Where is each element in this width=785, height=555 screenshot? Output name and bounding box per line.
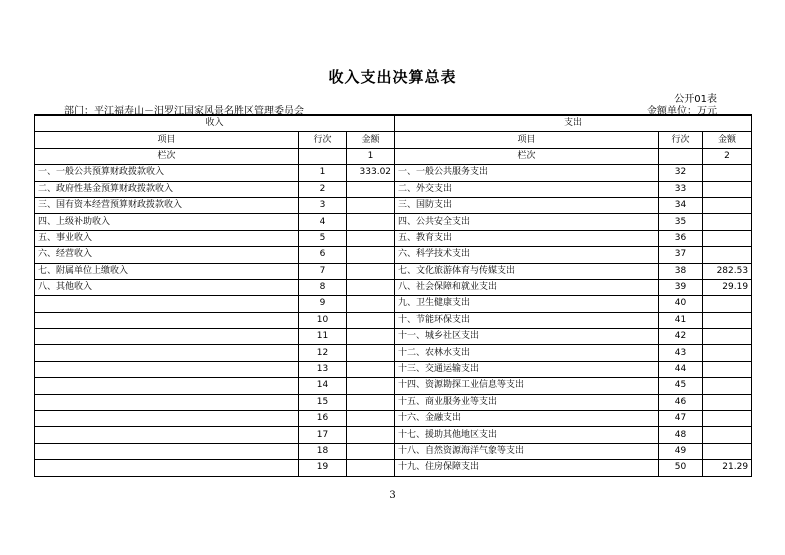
expense-item-cell: 十七、援助其他地区支出 — [395, 427, 659, 443]
expense-line-cell: 42 — [659, 329, 703, 345]
expense-amount-cell — [703, 329, 752, 345]
expense-amount-cell — [703, 181, 752, 197]
income-amount-cell — [347, 263, 395, 279]
expense-line-cell: 39 — [659, 279, 703, 295]
income-amount-cell — [347, 460, 395, 476]
expense-item-cell: 七、文化旅游体育与传媒支出 — [395, 263, 659, 279]
income-amount-cell — [347, 214, 395, 230]
expense-item-cell: 十二、农林水支出 — [395, 345, 659, 361]
income-item-cell: 三、国有资本经营预算财政拨款收入 — [35, 197, 299, 213]
expense-line-cell: 47 — [659, 411, 703, 427]
table-row — [35, 279, 752, 295]
income-line-cell: 3 — [299, 197, 347, 213]
income-line-cell: 1 — [299, 165, 347, 181]
section-header-row — [35, 115, 752, 132]
income-section-header: 收入 — [35, 115, 395, 132]
amount-unit-label: 金额单位：万元 — [647, 106, 717, 117]
income-item-cell — [35, 345, 299, 361]
table-row — [35, 378, 752, 394]
expense-row-label: 栏次 — [395, 148, 659, 164]
expense-amount-cell: 29.19 — [703, 279, 752, 295]
column-header-row — [35, 132, 752, 148]
expense-amount-cell — [703, 214, 752, 230]
income-item-cell — [35, 296, 299, 312]
expense-line-cell: 43 — [659, 345, 703, 361]
income-item-cell: 六、经营收入 — [35, 247, 299, 263]
table-row — [35, 460, 752, 476]
income-amount-cell — [347, 181, 395, 197]
expense-line-header: 行次 — [659, 132, 703, 148]
table-row — [35, 296, 752, 312]
expense-item-cell: 二、外交支出 — [395, 181, 659, 197]
income-amount-cell — [347, 279, 395, 295]
income-expense-table — [34, 114, 752, 477]
page-title: 收入支出决算总表 — [328, 68, 457, 86]
income-amount-cell — [347, 411, 395, 427]
expense-item-header: 项目 — [395, 132, 659, 148]
expense-item-cell: 一、一般公共服务支出 — [395, 165, 659, 181]
income-amount-cell — [347, 345, 395, 361]
income-item-cell — [35, 443, 299, 459]
expense-item-cell: 十五、商业服务业等支出 — [395, 394, 659, 410]
income-amount-cell — [347, 247, 395, 263]
income-line-number-cell — [299, 148, 347, 164]
income-item-cell — [35, 411, 299, 427]
table-row — [35, 427, 752, 443]
expense-line-cell: 40 — [659, 296, 703, 312]
expense-amount-cell: 21.29 — [703, 460, 752, 476]
expense-line-cell: 48 — [659, 427, 703, 443]
expense-line-cell: 44 — [659, 361, 703, 377]
income-line-cell: 5 — [299, 230, 347, 246]
column-number-row — [35, 148, 752, 164]
expense-column-number: 2 — [703, 148, 752, 164]
income-amount-cell — [347, 197, 395, 213]
income-amount-cell — [347, 427, 395, 443]
income-line-cell: 15 — [299, 394, 347, 410]
income-line-cell: 10 — [299, 312, 347, 328]
income-line-cell: 13 — [299, 361, 347, 377]
expense-item-cell: 四、公共安全支出 — [395, 214, 659, 230]
expense-amount-cell — [703, 345, 752, 361]
expense-amount-cell — [703, 378, 752, 394]
income-column-number: 1 — [347, 148, 395, 164]
income-line-cell: 19 — [299, 460, 347, 476]
income-item-cell — [35, 361, 299, 377]
expense-line-cell: 36 — [659, 230, 703, 246]
income-amount-cell — [347, 361, 395, 377]
table-row — [35, 165, 752, 181]
expense-item-cell: 五、教育支出 — [395, 230, 659, 246]
income-line-cell: 8 — [299, 279, 347, 295]
table-row — [35, 312, 752, 328]
table-row — [35, 394, 752, 410]
income-amount-cell: 333.02 — [347, 165, 395, 181]
income-line-cell: 9 — [299, 296, 347, 312]
income-line-cell: 16 — [299, 411, 347, 427]
expense-item-cell: 十一、城乡社区支出 — [395, 329, 659, 345]
income-item-cell: 八、其他收入 — [35, 279, 299, 295]
income-item-cell — [35, 427, 299, 443]
income-line-cell: 17 — [299, 427, 347, 443]
income-line-cell: 12 — [299, 345, 347, 361]
table-row — [35, 214, 752, 230]
table-row — [35, 411, 752, 427]
expense-item-cell: 九、卫生健康支出 — [395, 296, 659, 312]
income-item-cell — [35, 378, 299, 394]
income-line-cell: 6 — [299, 247, 347, 263]
expense-amount-header: 金额 — [703, 132, 752, 148]
income-amount-cell — [347, 329, 395, 345]
income-amount-cell — [347, 378, 395, 394]
expense-item-cell: 十六、金融支出 — [395, 411, 659, 427]
income-item-cell — [35, 460, 299, 476]
expense-item-cell: 十九、住房保障支出 — [395, 460, 659, 476]
income-item-header: 项目 — [35, 132, 299, 148]
income-amount-cell — [347, 230, 395, 246]
expense-item-cell: 十三、交通运输支出 — [395, 361, 659, 377]
department-label: 部门：平江福寿山－汨罗江国家风景名胜区管理委员会 — [64, 106, 304, 117]
income-item-cell — [35, 312, 299, 328]
expense-line-cell: 45 — [659, 378, 703, 394]
income-line-cell: 18 — [299, 443, 347, 459]
expense-amount-cell — [703, 411, 752, 427]
table-row — [35, 345, 752, 361]
expense-item-cell: 八、社会保障和就业支出 — [395, 279, 659, 295]
expense-line-number-cell — [659, 148, 703, 164]
income-amount-cell — [347, 312, 395, 328]
expense-line-cell: 35 — [659, 214, 703, 230]
form-number: 公开01表 — [674, 94, 717, 105]
income-item-cell: 一、一般公共预算财政拨款收入 — [35, 165, 299, 181]
expense-amount-cell — [703, 296, 752, 312]
expense-section-header: 支出 — [395, 115, 752, 132]
expense-line-cell: 41 — [659, 312, 703, 328]
expense-amount-cell — [703, 361, 752, 377]
income-amount-cell — [347, 296, 395, 312]
expense-amount-cell — [703, 312, 752, 328]
income-item-cell: 七、附属单位上缴收入 — [35, 263, 299, 279]
income-item-cell — [35, 394, 299, 410]
expense-line-cell: 38 — [659, 263, 703, 279]
expense-item-cell: 三、国防支出 — [395, 197, 659, 213]
expense-amount-cell: 282.53 — [703, 263, 752, 279]
table-row — [35, 263, 752, 279]
table-row — [35, 247, 752, 263]
expense-line-cell: 46 — [659, 394, 703, 410]
income-line-cell: 7 — [299, 263, 347, 279]
income-row-label: 栏次 — [35, 148, 299, 164]
income-line-cell: 14 — [299, 378, 347, 394]
expense-amount-cell — [703, 394, 752, 410]
expense-line-cell: 34 — [659, 197, 703, 213]
expense-line-cell: 32 — [659, 165, 703, 181]
expense-line-cell: 50 — [659, 460, 703, 476]
income-line-cell: 4 — [299, 214, 347, 230]
table-row — [35, 361, 752, 377]
expense-line-cell: 49 — [659, 443, 703, 459]
expense-line-cell: 33 — [659, 181, 703, 197]
expense-amount-cell — [703, 165, 752, 181]
expense-item-cell: 六、科学技术支出 — [395, 247, 659, 263]
expense-item-cell: 十八、自然资源海洋气象等支出 — [395, 443, 659, 459]
income-line-cell: 2 — [299, 181, 347, 197]
income-item-cell — [35, 329, 299, 345]
income-line-cell: 11 — [299, 329, 347, 345]
expense-amount-cell — [703, 443, 752, 459]
expense-amount-cell — [703, 197, 752, 213]
income-line-header: 行次 — [299, 132, 347, 148]
expense-amount-cell — [703, 230, 752, 246]
income-amount-cell — [347, 443, 395, 459]
expense-line-cell: 37 — [659, 247, 703, 263]
table-row — [35, 181, 752, 197]
income-item-cell: 五、事业收入 — [35, 230, 299, 246]
income-amount-header: 金额 — [347, 132, 395, 148]
expense-amount-cell — [703, 247, 752, 263]
table-row — [35, 329, 752, 345]
table-row — [35, 197, 752, 213]
page-number: 3 — [389, 490, 396, 501]
expense-amount-cell — [703, 427, 752, 443]
income-item-cell: 四、上级补助收入 — [35, 214, 299, 230]
expense-item-cell: 十四、资源勘探工业信息等支出 — [395, 378, 659, 394]
expense-item-cell: 十、节能环保支出 — [395, 312, 659, 328]
income-item-cell: 二、政府性基金预算财政拨款收入 — [35, 181, 299, 197]
income-amount-cell — [347, 394, 395, 410]
table-row — [35, 443, 752, 459]
table-row — [35, 230, 752, 246]
